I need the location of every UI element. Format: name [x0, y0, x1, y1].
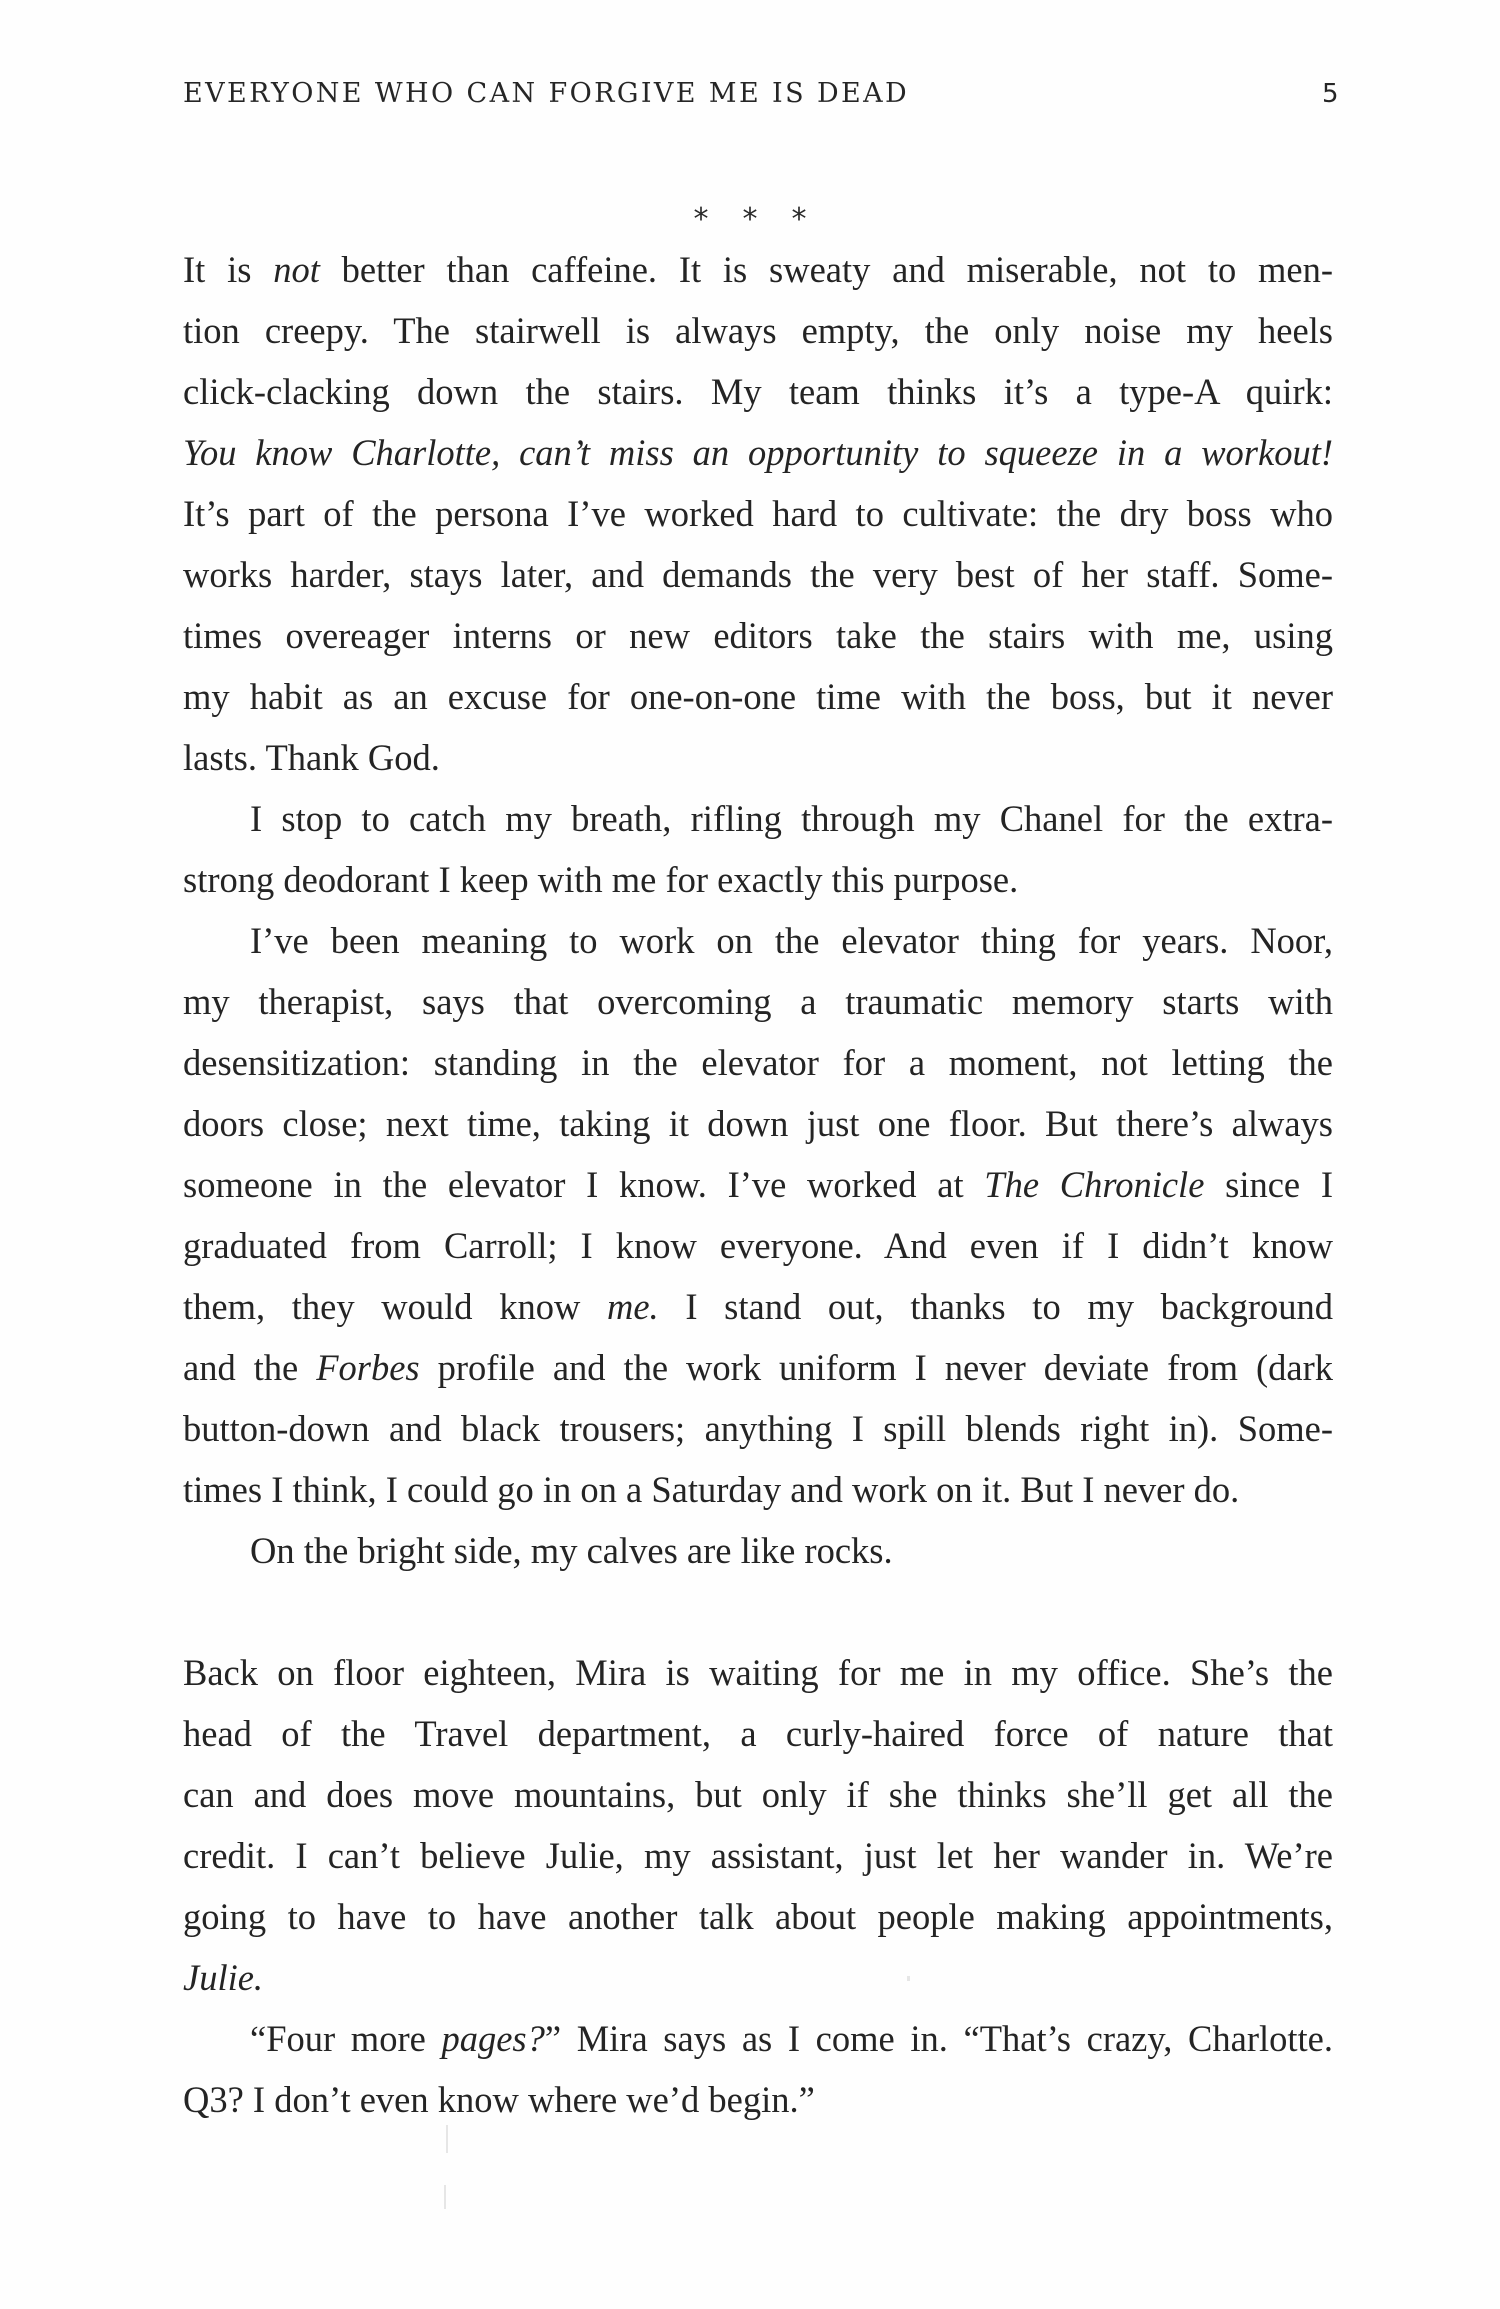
text-run: graduated from Carroll; I know everyone. And even if I didn’t know	[183, 1225, 1333, 1266]
text-line	[183, 1215, 1333, 1276]
italic-text: me.	[607, 1286, 659, 1327]
text-run: my habit as an excuse for one-on-one time with the boss, but it never	[183, 676, 1333, 717]
italic-text: Julie.	[183, 1957, 264, 1998]
text-line	[183, 1520, 1333, 1581]
text-run: I’ve been meaning to work on the elevator thing for years. Noor,	[250, 920, 1333, 961]
text-line	[183, 422, 1333, 483]
italic-text: not	[273, 249, 320, 290]
text-line	[183, 1276, 1333, 1337]
text-line	[183, 788, 1333, 849]
text-run: It is	[183, 249, 274, 290]
text-run: strong deodorant I keep with me for exactly this purpose.	[183, 859, 1019, 900]
text-run: doors close; next time, taking it down just one floor. But there’s always	[183, 1103, 1333, 1144]
italic-text: You know Charlotte, can’t miss an opportunity to squeeze in a workout!	[183, 432, 1333, 473]
text-run: can and does move mountains, but only if she thinks she’ll get all the	[183, 1774, 1333, 1815]
text-run: click-clacking down the stairs. My team thinks it’s a type-A quirk:	[183, 371, 1333, 412]
text-run: I stop to catch my breath, rifling through my Chanel for the extra-	[250, 798, 1333, 839]
text-line	[183, 1886, 1333, 1947]
text-run: my therapist, says that overcoming a traumatic memory starts with	[183, 981, 1333, 1022]
text-line	[183, 666, 1333, 727]
text-line	[183, 300, 1333, 361]
blank-line	[183, 1581, 1333, 1642]
text-run: times overeager interns or new editors take the stairs with me, using	[183, 615, 1333, 656]
text-run: them, they would know	[183, 1286, 607, 1327]
text-line	[183, 1825, 1333, 1886]
text-run: since I	[1204, 1164, 1333, 1205]
text-line	[183, 544, 1333, 605]
text-line	[183, 1703, 1333, 1764]
text-run: I stand out, thanks to my background	[658, 1286, 1333, 1327]
text-line	[183, 1947, 1333, 2008]
text-line	[183, 1154, 1333, 1215]
running-head-title: EVERYONE WHO CAN FORGIVE ME IS DEAD	[183, 78, 910, 109]
scene-break	[0, 200, 1500, 240]
text-run: going to have to have another talk about people making appointments,	[183, 1896, 1333, 1937]
text-run: button-down and black trousers; anything I spill blends right in). Some-	[183, 1408, 1333, 1449]
text-line	[183, 1459, 1333, 1520]
text-run: times I think, I could go in on a Saturday and work on it. But I never do.	[183, 1469, 1240, 1510]
text-line	[183, 849, 1333, 910]
text-line	[183, 971, 1333, 1032]
scan-speck	[446, 2125, 448, 2153]
text-run: Q3? I don’t even know where we’d begin.”	[183, 2079, 815, 2120]
text-line	[183, 239, 1333, 300]
text-run: works harder, stays later, and demands the very best of her staff. Some-	[183, 554, 1333, 595]
italic-text: The Chronicle	[984, 1164, 1205, 1205]
text-run: credit. I can’t believe Julie, my assistant, just let her wander in. We’re	[183, 1835, 1333, 1876]
scan-speck	[907, 1976, 910, 1981]
text-run: lasts. Thank God.	[183, 737, 440, 778]
scan-speck	[444, 2185, 446, 2209]
page-number: 5	[1322, 79, 1339, 109]
text-run: someone in the elevator I know. I’ve worked at	[183, 1164, 985, 1205]
text-run: ” Mira says as I come in. “That’s crazy, Charlotte.	[544, 2018, 1333, 2059]
text-run: desensitization: standing in the elevator for a moment, not letting the	[183, 1042, 1333, 1083]
text-line	[183, 1093, 1333, 1154]
text-run: It’s part of the persona I’ve worked hard to cultivate: the dry boss who	[183, 493, 1333, 534]
asterisk-icon: *	[693, 202, 709, 237]
text-line	[183, 361, 1333, 422]
text-run: tion creepy. The stairwell is always empty, the only noise my heels	[183, 310, 1333, 351]
text-run: profile and the work uniform I never deviate from (dark	[419, 1347, 1333, 1388]
text-run: Back on floor eighteen, Mira is waiting for me in my office. She’s the	[183, 1652, 1333, 1693]
text-line	[183, 1032, 1333, 1093]
text-line	[183, 727, 1333, 788]
asterisk-icon: *	[742, 202, 758, 237]
text-line	[183, 605, 1333, 666]
text-line	[183, 483, 1333, 544]
text-line	[183, 910, 1333, 971]
text-run: “Four more	[250, 2018, 442, 2059]
text-line	[183, 1337, 1333, 1398]
text-line	[183, 1642, 1333, 1703]
text-run: better than caffeine. It is sweaty and miserable, not to men-	[319, 249, 1333, 290]
italic-text: pages?	[441, 2018, 545, 2059]
text-line	[183, 2069, 1333, 2130]
body-text	[183, 239, 1333, 2130]
italic-text: Forbes	[316, 1347, 420, 1388]
asterisk-icon: *	[791, 202, 807, 237]
text-line	[183, 1764, 1333, 1825]
text-line	[183, 2008, 1333, 2069]
text-run: head of the Travel department, a curly-haired force of nature that	[183, 1713, 1333, 1754]
text-run: On the bright side, my calves are like rocks.	[250, 1530, 893, 1571]
text-line	[183, 1398, 1333, 1459]
text-run: and the	[183, 1347, 317, 1388]
